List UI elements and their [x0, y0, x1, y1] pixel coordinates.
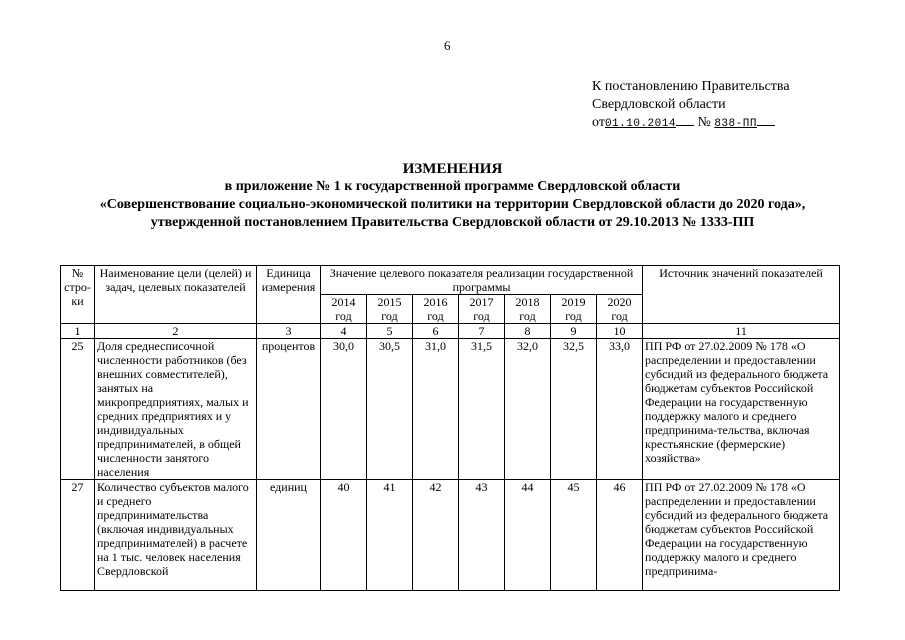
header-unit: Единица измерения — [257, 266, 321, 324]
heading-line-4: утвержденной постановлением Правительства Свердловской области от 29.10.2013 № 1333-ПП — [150, 215, 755, 230]
column-number: 5 — [367, 324, 413, 339]
attachment-from-label: от — [592, 115, 605, 130]
table-row — [61, 339, 840, 480]
value-cell: 42 — [413, 480, 459, 591]
indicators-table — [60, 265, 840, 591]
header-source: Источник значений показателей — [643, 266, 840, 324]
attachment-date-line — [592, 114, 790, 133]
page-number: 6 — [444, 38, 451, 53]
column-number: 1 — [61, 324, 95, 339]
value-cell: 33,0 — [597, 339, 643, 480]
table-row — [61, 480, 840, 591]
value-cell: 31,0 — [413, 339, 459, 480]
indicator-name: Доля среднесписочной численности работников (без внешних совместителей), занятых на микропредприятиях, малых и средних предприятиях и у индивидуальных предпринимателей, в общей численности занятого населения — [95, 339, 257, 480]
indicator-name: Количество субъектов малого и среднего предпринимательства (включая индивидуальных предпринимателей) в расчете на 1 тыс. человек населения Свердловской — [95, 480, 257, 591]
value-cell: 45 — [551, 480, 597, 591]
value-cell: 41 — [367, 480, 413, 591]
header-year: 2020 год — [597, 295, 643, 324]
heading-line-2: в приложение № 1 к государственной программе Свердловской области — [224, 179, 681, 194]
value-cell: 40 — [321, 480, 367, 591]
header-values-group: Значение целевого показателя реализации государственной программы — [321, 266, 643, 295]
attachment-block — [592, 78, 790, 133]
header-row-no: № стро-ки — [61, 266, 95, 324]
source-cell: ПП РФ от 27.02.2009 № 178 «О распределении и предоставлении субсидий из федерального бюджета бюджетам субъектов Российской Федерации на государственную поддержку малого и среднего предпринима- — [643, 480, 840, 591]
unit-cell: процентов — [257, 339, 321, 480]
heading-title: ИЗМЕНЕНИЯ — [402, 161, 503, 177]
value-cell: 32,0 — [505, 339, 551, 480]
header-year: 2017 год — [459, 295, 505, 324]
header-year: 2015 год — [367, 295, 413, 324]
value-cell: 44 — [505, 480, 551, 591]
column-number: 11 — [643, 324, 840, 339]
date-underline — [676, 114, 694, 126]
value-cell: 30,0 — [321, 339, 367, 480]
unit-cell: единиц — [257, 480, 321, 591]
column-number-row — [61, 324, 840, 339]
column-number: 6 — [413, 324, 459, 339]
row-number: 27 — [61, 480, 95, 591]
source-cell: ПП РФ от 27.02.2009 № 178 «О распределении и предоставлении субсидий из федерального бюджета бюджетам субъектов Российской Федерации на государственную поддержку малого и среднего предпринима-тельства, включая крестьянские (фермерские) хозяйства» — [643, 339, 840, 480]
value-cell: 30,5 — [367, 339, 413, 480]
column-number: 3 — [257, 324, 321, 339]
heading-line-3: «Совершенствование социально-экономической политики на территории Свердловской области до 2020 года», — [99, 197, 806, 212]
column-number: 8 — [505, 324, 551, 339]
attachment-line-2: Свердловской области — [592, 97, 726, 112]
header-year: 2016 год — [413, 295, 459, 324]
header-year: 2019 год — [551, 295, 597, 324]
column-number: 4 — [321, 324, 367, 339]
header-name: Наименование цели (целей) и задач, целевых показателей — [95, 266, 257, 324]
header-year: 2018 год — [505, 295, 551, 324]
column-number: 9 — [551, 324, 597, 339]
column-number: 2 — [95, 324, 257, 339]
value-cell: 43 — [459, 480, 505, 591]
header-year: 2014 год — [321, 295, 367, 324]
number-underline — [757, 114, 775, 126]
attachment-number: 838-ПП — [714, 118, 757, 130]
row-number: 25 — [61, 339, 95, 480]
value-cell: 31,5 — [459, 339, 505, 480]
table-header-row — [61, 266, 840, 295]
attachment-number-label: № — [697, 115, 711, 130]
value-cell: 32,5 — [551, 339, 597, 480]
document-heading — [0, 160, 905, 232]
column-number: 10 — [597, 324, 643, 339]
value-cell: 46 — [597, 480, 643, 591]
column-number: 7 — [459, 324, 505, 339]
attachment-date: 01.10.2014 — [604, 118, 676, 130]
attachment-line-1: К постановлению Правительства — [592, 79, 790, 94]
